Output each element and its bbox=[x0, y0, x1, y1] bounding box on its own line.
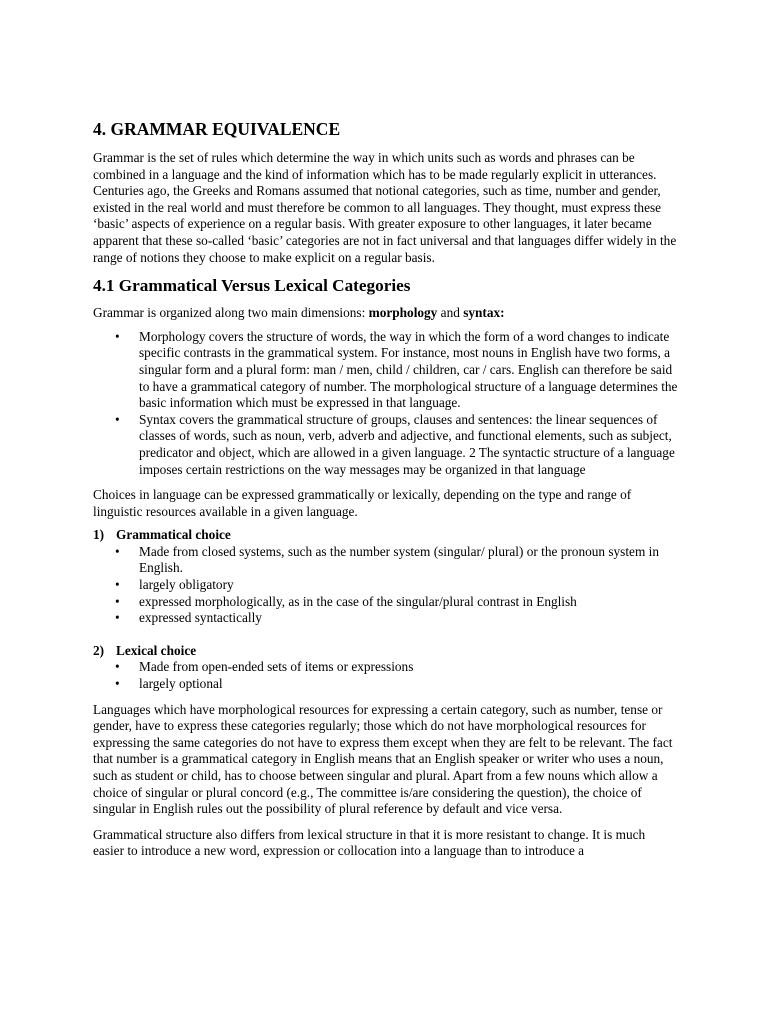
list-number: 1) bbox=[93, 527, 105, 543]
lexical-choice-block bbox=[93, 643, 678, 693]
list-item: • Made from open-ended sets of items or expressions bbox=[139, 659, 678, 676]
dimensions-and: and bbox=[437, 305, 464, 321]
subsection-heading: 4.1 Grammatical Versus Lexical Categories bbox=[93, 276, 411, 296]
choice-heading-text: Grammatical choice bbox=[116, 527, 231, 543]
list-item: • largely obligatory bbox=[139, 577, 678, 594]
grammatical-choice-heading bbox=[93, 527, 678, 544]
structure-paragraph: Grammatical structure also differs from lexical structure in that it is more resistant to change. It is much easier to introduce a new word, expression or collocation into a language than to introduce a bbox=[93, 826, 646, 859]
grammatical-choice-list bbox=[93, 544, 678, 627]
term-syntax: syntax: bbox=[463, 305, 505, 321]
choices-intro-paragraph: Choices in language can be expressed grammatically or lexically, depending on the type and range of linguistic resources available in a given language. bbox=[93, 487, 632, 519]
lexical-choice-heading bbox=[93, 643, 678, 660]
dimensions-lead: Grammar is organized along two main dimensions: bbox=[93, 305, 369, 321]
dimensions-list bbox=[93, 329, 678, 478]
section-title: 4. GRAMMAR EQUIVALENCE bbox=[93, 119, 341, 139]
list-item: • Made from closed systems, such as the number system (singular/ plural) or the pronoun system in English. bbox=[139, 544, 678, 577]
intro-paragraph: Grammar is the set of rules which determine the way in which units such as words and phrases can be combined in a language and the kind of information which has to be made regularly explicit in utterances. Centuries ago, the Greeks and Romans assumed that notional categories, such as time, number and gender, existed in the real world and must therefore be common to all languages. They thought, must express these ‘basic’ aspects of experience on a regular basis. With greater exposure to other languages, it later became apparent that these so-called ‘basic’ categories are not in fact universal and that languages differ widely in the range of notions they choose to make explicit on a regular basis. bbox=[93, 150, 677, 265]
document-page bbox=[93, 118, 678, 869]
term-morphology: morphology bbox=[368, 305, 438, 321]
list-item: • Syntax covers the grammatical structure of groups, clauses and sentences: the linear sequences of classes of words, such as noun, verb, adverb and adjective, and functional elements, such as subject, predicator and object, which are allowed in a given language. 2 The syntactic structure of a language imposes certain restrictions on the way messages may be organized in that language bbox=[139, 412, 678, 478]
list-item: • Morphology covers the structure of words, the way in which the form of a word changes to indicate specific contrasts in the grammatical system. For instance, most nouns in English have two forms, a singular form and a plural form: man / men, child / children, car / cars. English can therefore be said to have a grammatical category of number. The morphological structure of a language determines the basic information which must be expressed in that language. bbox=[139, 329, 678, 412]
list-item: • largely optional bbox=[139, 676, 678, 693]
list-number: 2) bbox=[93, 642, 105, 658]
dimensions-paragraph bbox=[93, 305, 678, 322]
list-item: • expressed syntactically bbox=[139, 610, 678, 627]
lexical-choice-list bbox=[93, 659, 678, 692]
choice-heading-text: Lexical choice bbox=[116, 642, 197, 658]
languages-paragraph: Languages which have morphological resources for expressing a certain category, such as number, tense or gender, have to express these categories regularly; those which do not have morphological resources for expressing the same categories do not have to express them except when they are felt to be relevant. The fact that number is a grammatical category in English means that an English speaker or writer who uses a noun, such as student or child, has to choose between singular and plural. Apart from a few nouns which allow a choice of singular or plural concord (e.g., The committee is/are considering the question), the choice of singular in English rules out the possibility of plural reference by default and vice versa. bbox=[93, 701, 673, 817]
list-item: • expressed morphologically, as in the case of the singular/plural contrast in English bbox=[139, 594, 678, 611]
grammatical-choice-block bbox=[93, 527, 678, 627]
